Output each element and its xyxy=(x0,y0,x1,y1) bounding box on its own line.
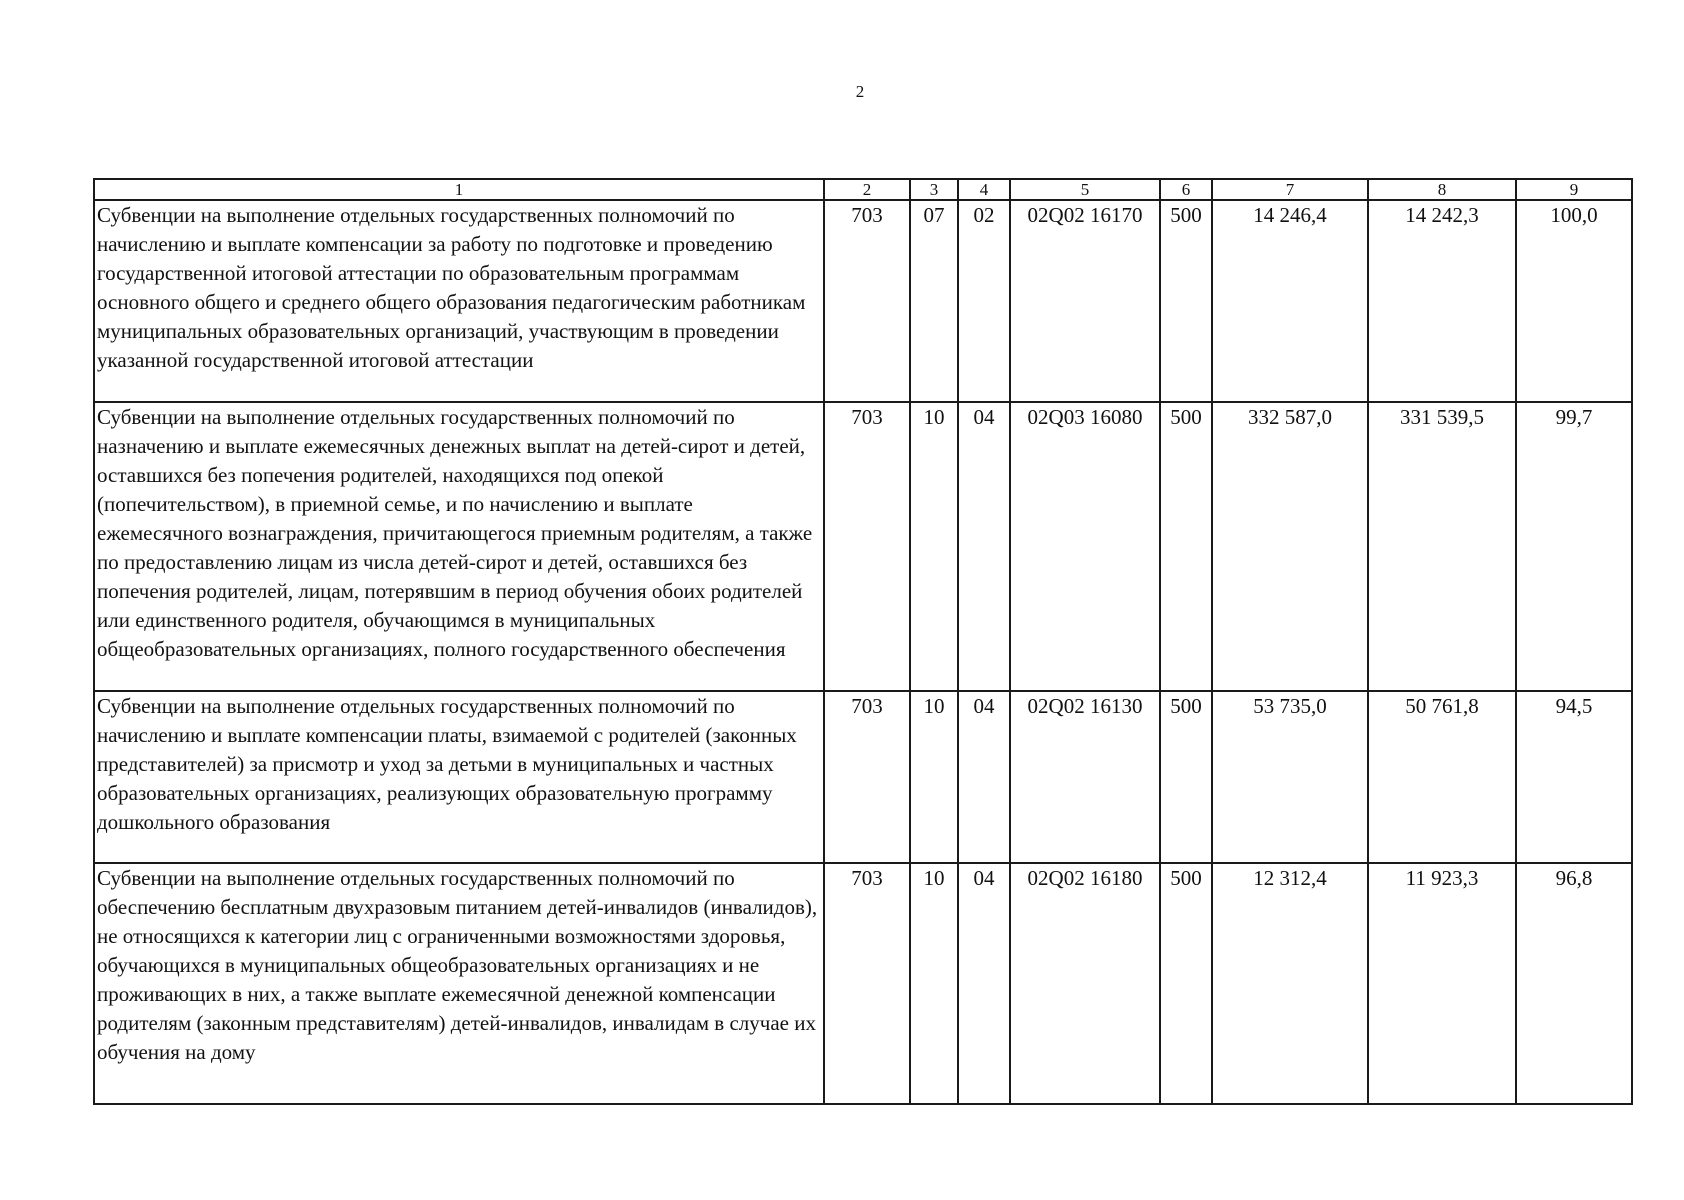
row-description: Субвенции на выполнение отдельных государственных полномочий по начислению и выплате компенсации за работу по подготовке и проведению государственной итоговой аттестации по образовательным программам основного общего и среднего общего образования педагогическим работникам муниципальных образовательных организаций, участвующим в проведении указанной государственной итоговой аттестации xyxy=(94,200,824,402)
cell-col6: 500 xyxy=(1160,200,1212,402)
cell-col7: 332 587,0 xyxy=(1212,402,1368,691)
cell-col3: 10 xyxy=(910,863,958,1104)
cell-col8: 11 923,3 xyxy=(1368,863,1516,1104)
cell-col5: 02Q03 16080 xyxy=(1010,402,1160,691)
cell-col9: 96,8 xyxy=(1516,863,1632,1104)
row-description: Субвенции на выполнение отдельных государственных полномочий по обеспечению бесплатным двухразовым питанием детей-инвалидов (инвалидов), не относящихся к категории лиц с ограниченными возможностями здоровья, обучающихся в муниципальных общеобразовательных организациях и не проживающих в них, а также выплате ежемесячной денежной компенсации родителям (законным представителям) детей-инвалидов, инвалидам в случае их обучения на дому xyxy=(94,863,824,1104)
header-cell: 9 xyxy=(1516,179,1632,200)
header-row xyxy=(94,179,1632,200)
cell-col2: 703 xyxy=(824,691,910,863)
cell-col6: 500 xyxy=(1160,402,1212,691)
cell-col8: 14 242,3 xyxy=(1368,200,1516,402)
cell-col4: 04 xyxy=(958,691,1010,863)
cell-col7: 53 735,0 xyxy=(1212,691,1368,863)
row-description: Субвенции на выполнение отдельных государственных полномочий по начислению и выплате компенсации платы, взимаемой с родителей (законных представителей) за присмотр и уход за детьми в муниципальных и частных образовательных организациях, реализующих образовательную программу дошкольного образования xyxy=(94,691,824,863)
cell-col9: 99,7 xyxy=(1516,402,1632,691)
row-description: Субвенции на выполнение отдельных государственных полномочий по назначению и выплате ежемесячных денежных выплат на детей-сирот и детей, оставшихся без попечения родителей, находящихся под опекой (попечительством), в приемной семье, и по начислению и выплате ежемесячного вознаграждения, причитающегося приемным родителям, а также по предоставлению лицам из числа детей-сирот и детей, оставшихся без попечения родителей, лицам, потерявшим в период обучения обоих родителей или единственного родителя, обучающимся в муниципальных общеобразовательных организациях, полного государственного обеспечения xyxy=(94,402,824,691)
cell-col5: 02Q02 16180 xyxy=(1010,863,1160,1104)
header-cell: 7 xyxy=(1212,179,1368,200)
cell-col9: 94,5 xyxy=(1516,691,1632,863)
cell-col5: 02Q02 16130 xyxy=(1010,691,1160,863)
header-cell: 6 xyxy=(1160,179,1212,200)
cell-col5: 02Q02 16170 xyxy=(1010,200,1160,402)
cell-col2: 703 xyxy=(824,402,910,691)
cell-col8: 331 539,5 xyxy=(1368,402,1516,691)
cell-col8: 50 761,8 xyxy=(1368,691,1516,863)
table-row xyxy=(94,402,1632,691)
cell-col2: 703 xyxy=(824,863,910,1104)
cell-col7: 12 312,4 xyxy=(1212,863,1368,1104)
header-cell: 4 xyxy=(958,179,1010,200)
cell-col3: 10 xyxy=(910,691,958,863)
cell-col4: 02 xyxy=(958,200,1010,402)
cell-col7: 14 246,4 xyxy=(1212,200,1368,402)
cell-col9: 100,0 xyxy=(1516,200,1632,402)
cell-col6: 500 xyxy=(1160,863,1212,1104)
header-cell: 2 xyxy=(824,179,910,200)
cell-col4: 04 xyxy=(958,863,1010,1104)
header-cell: 8 xyxy=(1368,179,1516,200)
cell-col2: 703 xyxy=(824,200,910,402)
header-cell: 3 xyxy=(910,179,958,200)
header-cell: 5 xyxy=(1010,179,1160,200)
budget-table xyxy=(93,178,1633,1105)
cell-col3: 10 xyxy=(910,402,958,691)
page-number: 2 xyxy=(855,82,865,101)
table-row xyxy=(94,863,1632,1104)
table-row xyxy=(94,691,1632,863)
table-row xyxy=(94,200,1632,402)
header-cell: 1 xyxy=(94,179,824,200)
cell-col6: 500 xyxy=(1160,691,1212,863)
cell-col3: 07 xyxy=(910,200,958,402)
cell-col4: 04 xyxy=(958,402,1010,691)
